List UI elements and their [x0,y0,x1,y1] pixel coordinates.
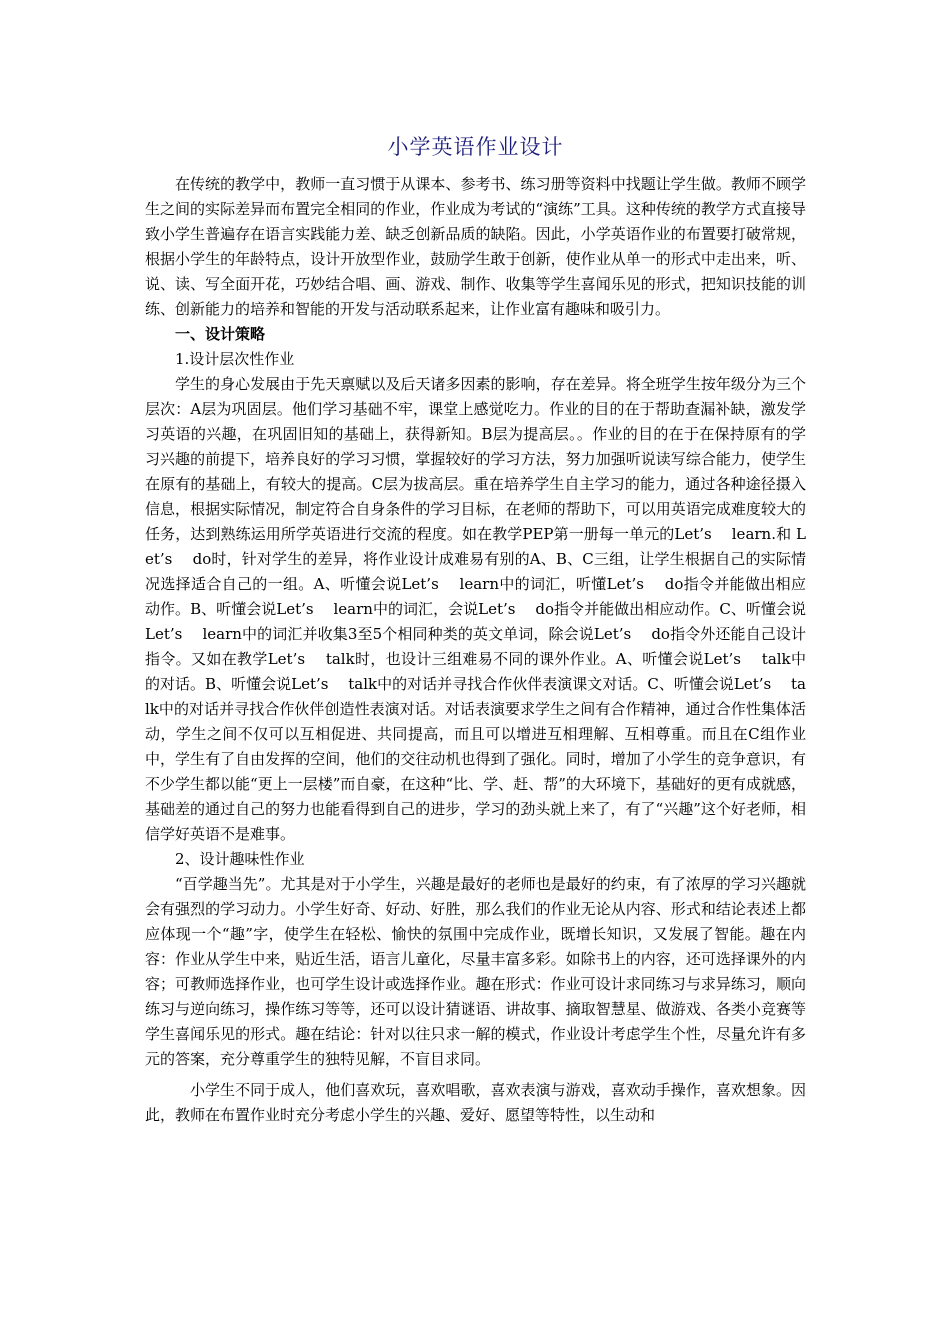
subsection-heading-interesting: 2、设计趣味性作业 [175,850,305,868]
interesting-homework-paragraph-2: 小学生不同于成人，他们喜欢玩，喜欢唱歌，喜欢表演与游戏，喜欢动手操作，喜欢想象。因此，教师在布置作业时充分考虑小学生的兴趣、爱好、愿望等特性，以生动和 [145,1081,806,1124]
layered-homework-paragraph: 学生的身心发展由于先天禀赋以及后天诸多因素的影响，存在差异。将全班学生按年级分为三个层次：A层为巩固层。他们学习基础不牢，课堂上感觉吃力。作业的目的在于帮助查漏补缺，激发学习英语的兴趣，在巩固旧知的基础上，获得新知。B层为提高层。。作业的目的在于在保持原有的学习兴趣的前提下，培养良好的学习习惯，掌握较好的学习方法，努力加强听说读写综合能力，使学生在原有的基础上，有较大的提高。C层为拔高层。重在培养学生自主学习的能力，通过各种途径摄入信息，根据实际情况，制定符合自身条件的学习目标，在老师的帮助下，可以用英语完成难度较大的任务，达到熟练运用所学英语进行交流的程度。如在教学PEP第一册每一单元的Let’s learn.和 Let’s do时，针对学生的差异，将作业设计成难易有别的A、B、C三组，让学生根据自己的实际情况选择适合自己的一组。A、听懂会说Let’s learn中的词汇，听懂Let’s do指令并能做出相应动作。B、听懂会说Let’s learn中的词汇，会说Let’s do指令并能做出相应动作。C、听懂会说Let’s learn中的词汇并收集3至5个相同种类的英文单词，除会说Let’s do指令外还能自己设计指令。又如在教学Let’s talk时，也设计三组难易不同的课外作业。A、听懂会说Let’s talk中的对话。B、听懂会说Let’s talk中的对话并寻找合作伙伴表演课文对话。C、听懂会说Let’s talk中的对话并寻找合作伙伴创造性表演对话。对话表演要求学生之间有合作精神，通过合作性集体活动，学生之间不仅可以互相促进、共同提高，而且可以增进互相理解、互相尊重。而且在C组作业中，学生有了自由发挥的空间，他们的交往动机也得到了强化。同时，增加了小学生的竞争意识，有不少学生都以能“更上一层楼”而自豪，在这种“比、学、赶、帮”的大环境下，基础好的更有成就感，基础差的通过自己的努力也能看得到自己的进步，学习的劲头就上来了，有了“兴趣”这个好老师，相信学好英语不是难事。 [145,375,806,843]
document-page [145,132,806,1128]
document-title: 小学英语作业设计 [387,135,564,159]
intro-paragraph: 在传统的教学中，教师一直习惯于从课本、参考书、练习册等资料中找题让学生做。教师不顾学生之间的实际差异而布置完全相同的作业，作业成为考试的“演练”工具。这种传统的教学方式直接导致小学生普遍存在语言实践能力差、缺乏创新品质的缺陷。因此，小学英语作业的布置要打破常规，根据小学生的年龄特点，设计开放型作业，鼓励学生敢于创新，使作业从单一的形式中走出来，听、说、读、写全面开花，巧妙结合唱、画、游戏、制作、收集等学生喜闻乐见的形式，把知识技能的训练、创新能力的培养和智能的开发与活动联系起来，让作业富有趣味和吸引力。 [145,175,806,318]
subsection-heading-layered: 1.设计层次性作业 [175,350,295,368]
section-heading-strategy: 一、设计策略 [175,325,266,343]
interesting-homework-paragraph: “百学趣当先”。尤其是对于小学生，兴趣是最好的老师也是最好的约束，有了浓厚的学习兴趣就会有强烈的学习动力。小学生好奇、好动、好胜，那么我们的作业无论从内容、形式和结论表述上都应体现一个“趣”字，使学生在轻松、愉快的氛围中完成作业，既增长知识，又发展了智能。趣在内容：作业从学生中来，贴近生活，语言儿童化，尽量丰富多彩。如除书上的内容，还可选择课外的内容；可教师选择作业，也可学生设计或选择作业。趣在形式：作业可设计求同练习与求异练习，顺向练习与逆向练习，操作练习等等，还可以设计猜谜语、讲故事、摘取智慧星、做游戏、各类小竞赛等学生喜闻乐见的形式。趣在结论：针对以往只求一解的模式，作业设计考虑学生个性，尽量允许有多元的答案，充分尊重学生的独特见解，不盲目求同。 [145,875,806,1068]
